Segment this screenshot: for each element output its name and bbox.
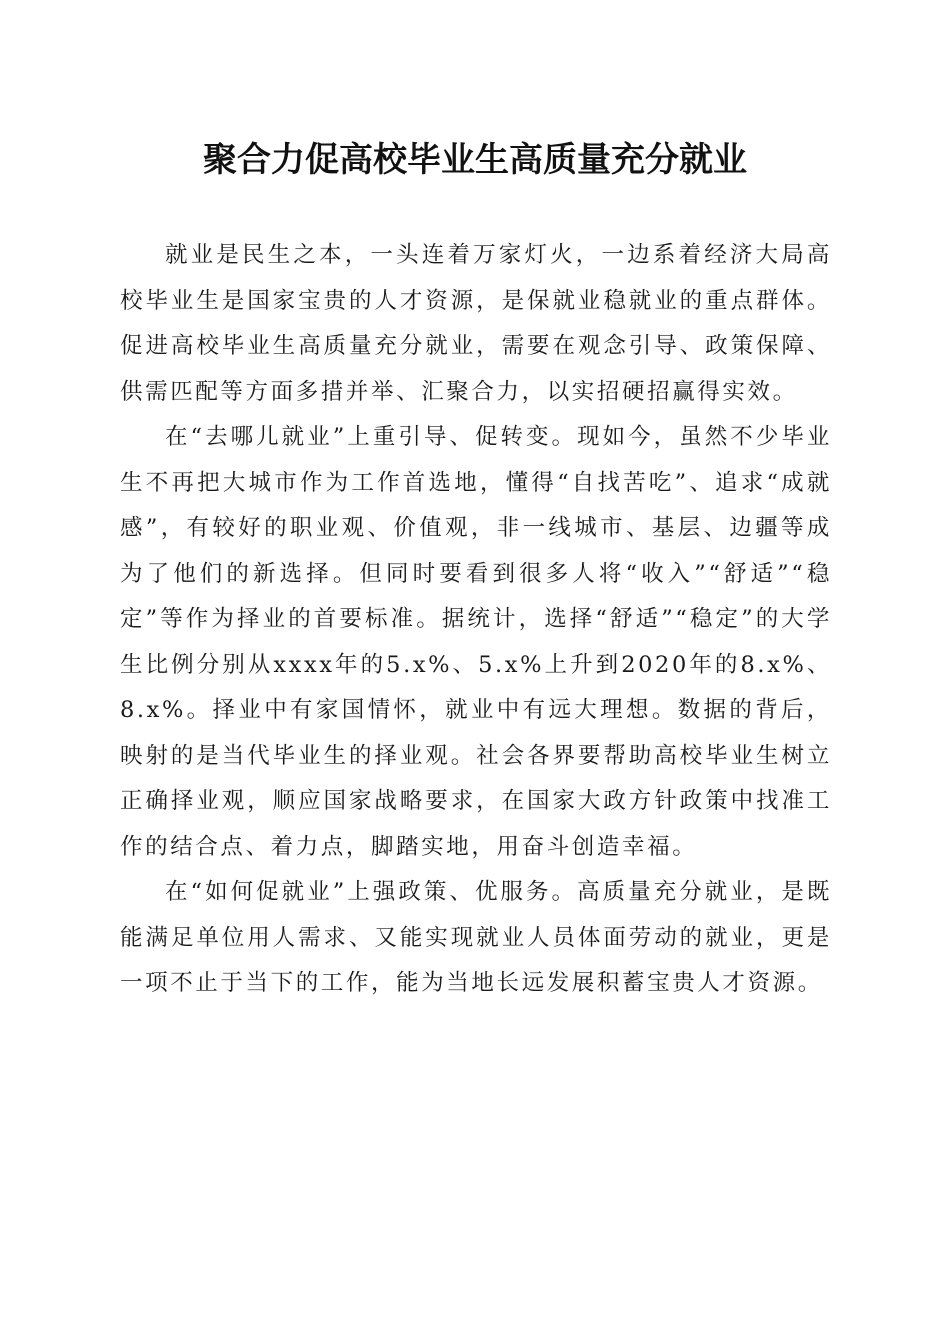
- document-title: 聚合力促高校毕业生高质量充分就业: [203, 140, 747, 180]
- paragraph-policy: 在“如何促就业”上强政策、优服务。高质量充分就业，是既能满足单位用人需求、又能实现就业人员体面劳动的就业，更是一项不止于当下的工作，能为当地长远发展积蓄宝贵人才资源。: [120, 879, 832, 996]
- document-body: [120, 233, 832, 1007]
- paragraph-intro: 就业是民生之本，一头连着万家灯火，一边系着经济大局高校毕业生是国家宝贵的人才资源，是保就业稳就业的重点群体。促进高校毕业生高质量充分就业，需要在观念引导、政策保障、供需匹配等方面多措并举、汇聚合力，以实招硬招赢得实效。: [120, 242, 832, 405]
- paragraph-guidance: 在“去哪儿就业”上重引导、促转变。现如今，虽然不少毕业生不再把大城市作为工作首选地，懂得“自找苦吃”、追求“成就感”，有较好的职业观、价值观，非一线城市、基层、边疆等成为了他们的新选择。但同时要看到很多人将“收入”“舒适”“稳定”等作为择业的首要标准。据统计，选择“舒适”“稳定”的大学生比例分别从xxxx年的5.x%、5.x%上升到2020年的8.x%、8.x%。择业中有家国情怀，就业中有远大理想。数据的背后，映射的是当代毕业生的择业观。社会各界要帮助高校毕业生树立正确择业观，顺应国家战略要求，在国家大政方针政策中找准工作的结合点、着力点，脚踏实地，用奋斗创造幸福。: [120, 424, 832, 860]
